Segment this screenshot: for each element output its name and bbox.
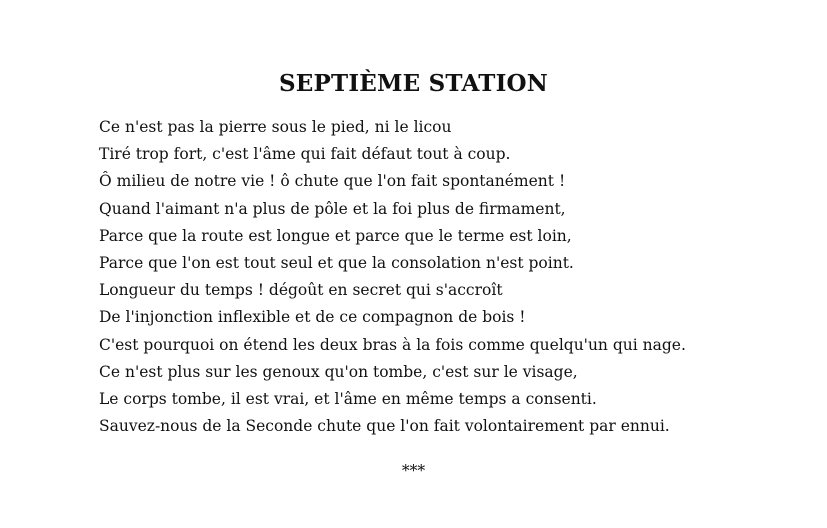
poem-stanza (99, 114, 819, 440)
poem-line-6: Parce que l'on est tout seul et que la consolation n'est point. (99, 253, 574, 272)
poem-line-4: Quand l'aimant n'a plus de pôle et la foi plus de firmament, (99, 199, 566, 218)
poem-line-5: Parce que la route est longue et parce que le terme est loin, (99, 226, 572, 245)
poem-line-9: C'est pourquoi on étend les deux bras à la fois comme quelqu'un qui nage. (99, 335, 686, 354)
section-separator: *** (401, 462, 426, 480)
poem-line-12: Sauvez-nous de la Seconde chute que l'on fait volontairement par ennui. (99, 417, 670, 436)
poem-line-11: Le corps tombe, il est vrai, et l'âme en même temps a consenti. (99, 389, 597, 408)
poem-line-3: Ô milieu de notre vie ! ô chute que l'on fait spontanément ! (99, 172, 566, 191)
poem-line-2: Tiré trop fort, c'est l'âme qui fait défaut tout à coup. (99, 145, 511, 164)
poem-line-1: Ce n'est pas la pierre sous le pied, ni le licou (99, 118, 452, 136)
poem-line-7: Longueur du temps ! dégoût en secret qui s'accroît (99, 281, 503, 300)
poem-line-8: De l'injonction inflexible et de ce compagnon de bois ! (99, 308, 526, 327)
page-title: SEPTIÈME STATION (278, 70, 549, 97)
poem-line-10: Ce n'est plus sur les genoux qu'on tombe, c'est sur le visage, (99, 362, 578, 381)
